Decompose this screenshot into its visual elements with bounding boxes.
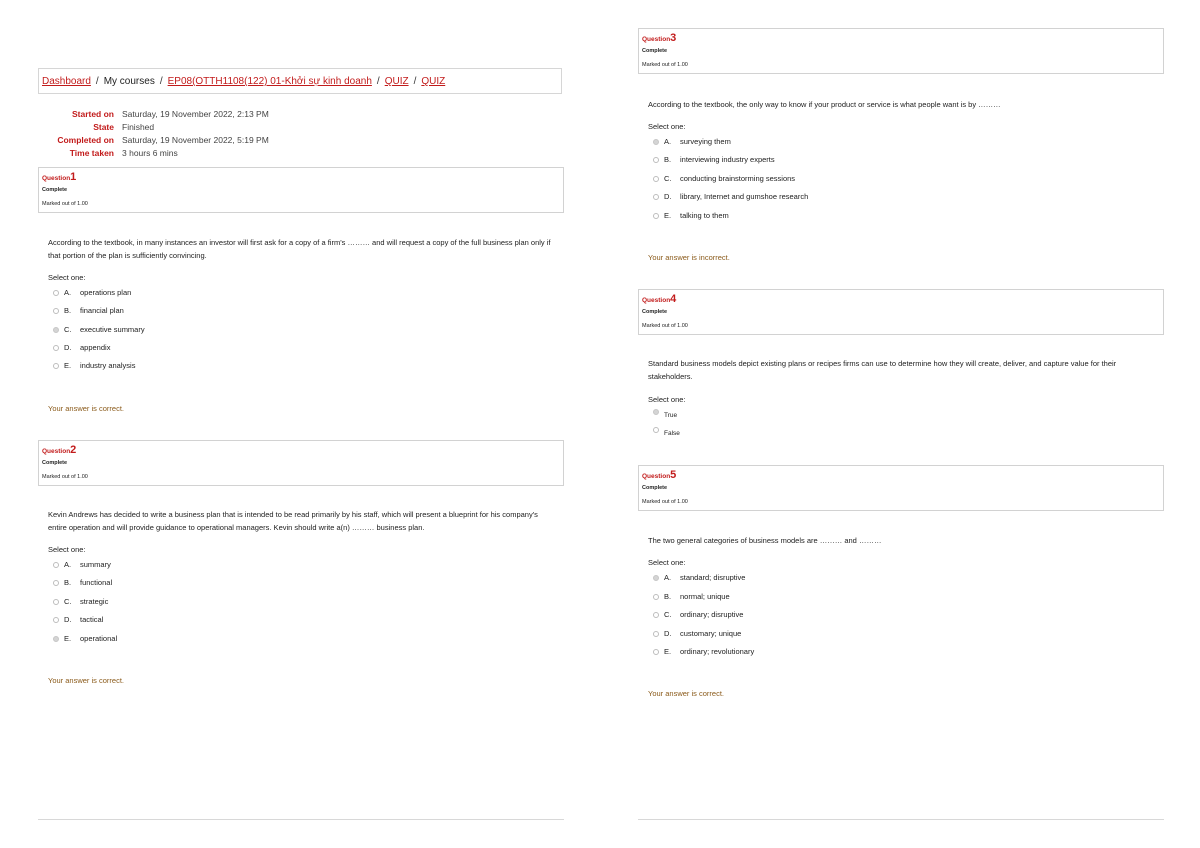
question-1-feedback: Your answer is correct.	[48, 404, 125, 413]
option-letter: C.	[664, 610, 672, 619]
option-letter: E.	[664, 647, 672, 656]
question-1-option-d[interactable]	[53, 342, 110, 354]
question-2-option-a[interactable]	[53, 559, 111, 571]
radio-icon[interactable]	[53, 562, 59, 568]
option-text: functional	[80, 578, 113, 587]
question-5-text: The two general categories of business models are ……… and ………	[648, 536, 882, 545]
question-1-option-e[interactable]	[53, 360, 135, 372]
option-letter: B.	[64, 306, 72, 315]
summary-row-time-taken	[38, 147, 269, 160]
question-title	[642, 32, 676, 44]
breadcrumb-quiz-link[interactable]: QUIZ	[384, 76, 409, 87]
option-text: industry analysis	[80, 361, 136, 370]
question-prefix: Question	[42, 175, 71, 182]
option-letter: A.	[64, 560, 72, 569]
radio-checked-icon[interactable]	[653, 575, 659, 581]
question-number: 5	[670, 469, 677, 481]
option-text: standard; disruptive	[680, 573, 746, 582]
option-letter: B.	[664, 155, 672, 164]
option-text: surveying them	[680, 137, 731, 146]
option-letter: A.	[64, 288, 72, 297]
breadcrumb-separator: /	[376, 76, 380, 87]
question-5-option-d[interactable]	[653, 628, 741, 640]
question-state: Complete	[42, 187, 68, 193]
question-3-option-c[interactable]	[653, 173, 795, 185]
question-5-option-b[interactable]	[653, 591, 730, 603]
option-letter: C.	[64, 597, 72, 606]
radio-icon[interactable]	[653, 427, 659, 433]
option-letter: E.	[664, 211, 672, 220]
question-5-option-a[interactable]	[653, 572, 745, 584]
question-3-text: According to the textbook, the only way to know if your product or service is what people want is by ………	[648, 100, 1001, 109]
question-title	[642, 293, 676, 305]
option-letter: B.	[64, 578, 72, 587]
breadcrumb-separator: /	[159, 76, 163, 87]
summary-value: Saturday, 19 November 2022, 5:19 PM	[122, 135, 269, 145]
question-number: 1	[70, 171, 77, 183]
radio-icon[interactable]	[653, 213, 659, 219]
summary-value: Finished	[122, 122, 155, 132]
question-number: 3	[670, 32, 677, 44]
option-text: tactical	[80, 615, 104, 624]
question-mark: Marked out of 1.00	[42, 201, 88, 207]
question-5-feedback: Your answer is correct.	[648, 689, 725, 698]
option-text: interviewing industry experts	[680, 155, 775, 164]
question-5-option-c[interactable]	[653, 609, 743, 621]
option-letter: E.	[64, 634, 72, 643]
question-3-feedback: Your answer is incorrect.	[648, 253, 730, 262]
question-2-option-e[interactable]	[53, 633, 117, 645]
page-right	[638, 0, 1164, 848]
option-letter: A.	[664, 137, 672, 146]
option-text: ordinary; revolutionary	[680, 647, 755, 656]
question-5-option-e[interactable]	[653, 646, 754, 658]
question-prefix: Question	[642, 297, 671, 304]
summary-row-started	[38, 108, 269, 121]
question-5-info	[638, 465, 1164, 511]
option-text: conducting brainstorming sessions	[680, 174, 796, 183]
option-letter: B.	[664, 592, 672, 601]
breadcrumb-dashboard-link[interactable]: Dashboard	[42, 76, 91, 87]
question-2-text: Kevin Andrews has decided to write a business plan that is intended to be read primarily by his staff, which will present a blueprint for his company's entire operation and will provide guidance to operational managers. Kevin should write a(n) ……… business plan.	[48, 510, 538, 532]
question-1-option-a[interactable]	[53, 287, 131, 299]
option-letter: C.	[664, 174, 672, 183]
option-text: talking to them	[680, 211, 729, 220]
option-letter: D.	[664, 192, 672, 201]
question-1-option-c[interactable]	[53, 324, 145, 336]
option-text: financial plan	[80, 306, 124, 315]
option-text: True	[664, 412, 678, 419]
option-text: operational	[80, 634, 118, 643]
question-mark: Marked out of 1.00	[642, 323, 688, 329]
radio-checked-icon[interactable]	[653, 409, 659, 415]
question-prefix: Question	[642, 36, 671, 43]
question-state: Complete	[642, 309, 668, 315]
option-letter: D.	[64, 615, 72, 624]
question-title	[42, 171, 76, 183]
select-one-label: Select one:	[648, 558, 686, 567]
question-state: Complete	[642, 485, 668, 491]
radio-icon[interactable]	[653, 612, 659, 618]
radio-icon[interactable]	[53, 363, 59, 369]
radio-icon[interactable]	[53, 345, 59, 351]
question-4-text: Standard business models depict existing plans or recipes firms can use to determine how they will create, deliver, and capture value for their stakeholders.	[648, 359, 1117, 381]
option-text: strategic	[80, 597, 109, 606]
summary-label: State	[93, 122, 114, 132]
question-number: 2	[70, 444, 77, 456]
breadcrumb	[38, 68, 562, 94]
option-letter: D.	[664, 629, 672, 638]
question-prefix: Question	[42, 448, 71, 455]
attempt-summary	[38, 108, 269, 160]
breadcrumb-quiz-link[interactable]: QUIZ	[421, 76, 446, 87]
question-3-info	[638, 28, 1164, 74]
question-1-text: According to the textbook, in many instances an investor will first ask for a copy of a firm's ……… and will request a copy of the full business plan only if that portion of the plan is sufficiently convincing.	[48, 238, 551, 260]
radio-checked-icon[interactable]	[653, 139, 659, 145]
breadcrumb-course-link[interactable]: EP08(OTTH1108(122) 01-Khởi sự kinh doanh	[167, 76, 372, 87]
question-1-option-b[interactable]	[53, 305, 124, 317]
option-letter: E.	[64, 361, 72, 370]
radio-checked-icon[interactable]	[53, 327, 59, 333]
question-2-option-c[interactable]	[53, 596, 108, 608]
question-2-option-b[interactable]	[53, 577, 112, 589]
radio-icon[interactable]	[53, 617, 59, 623]
radio-icon[interactable]	[653, 176, 659, 182]
radio-icon[interactable]	[53, 290, 59, 296]
option-letter: C.	[64, 325, 72, 334]
page-left	[38, 0, 564, 848]
question-2-info	[38, 440, 564, 486]
question-4-option-false[interactable]	[653, 428, 680, 440]
select-one-label: Select one:	[48, 273, 86, 282]
question-state: Complete	[42, 460, 68, 466]
option-text: summary	[80, 560, 111, 569]
summary-label: Started on	[71, 109, 114, 119]
question-4-option-true[interactable]	[653, 410, 677, 422]
question-state: Complete	[642, 48, 668, 54]
option-text: appendix	[80, 343, 111, 352]
option-text: False	[664, 430, 680, 437]
question-3-option-a[interactable]	[653, 136, 731, 148]
summary-row-state	[38, 121, 269, 134]
question-3-option-b[interactable]	[653, 154, 775, 166]
select-one-label: Select one:	[648, 395, 686, 404]
radio-icon[interactable]	[53, 580, 59, 586]
radio-icon[interactable]	[653, 194, 659, 200]
question-number: 4	[670, 293, 677, 305]
radio-icon[interactable]	[53, 308, 59, 314]
select-one-label: Select one:	[48, 545, 86, 554]
option-text: operations plan	[80, 288, 132, 297]
option-text: ordinary; disruptive	[680, 610, 744, 619]
summary-row-completed	[38, 134, 269, 147]
summary-value: 3 hours 6 mins	[122, 148, 178, 158]
radio-icon[interactable]	[53, 599, 59, 605]
breadcrumb-separator: /	[95, 76, 99, 87]
radio-icon[interactable]	[653, 649, 659, 655]
page-divider	[38, 819, 564, 820]
summary-label: Completed on	[57, 135, 114, 145]
summary-value: Saturday, 19 November 2022, 2:13 PM	[122, 109, 269, 119]
page-divider	[638, 819, 1164, 820]
question-mark: Marked out of 1.00	[642, 62, 688, 68]
question-mark: Marked out of 1.00	[642, 499, 688, 505]
breadcrumb-separator: /	[413, 76, 417, 87]
question-4-info	[638, 289, 1164, 335]
summary-label: Time taken	[69, 148, 114, 158]
question-mark: Marked out of 1.00	[42, 474, 88, 480]
option-text: library, Internet and gumshoe research	[680, 192, 809, 201]
option-letter: D.	[64, 343, 72, 352]
radio-icon[interactable]	[653, 631, 659, 637]
question-3-option-d[interactable]	[653, 191, 808, 203]
radio-icon[interactable]	[653, 157, 659, 163]
option-text: customary; unique	[680, 629, 742, 638]
question-prefix: Question	[642, 473, 671, 480]
question-title	[42, 444, 76, 456]
question-2-option-d[interactable]	[53, 614, 103, 626]
radio-icon[interactable]	[653, 594, 659, 600]
question-title	[642, 469, 676, 481]
question-1-info	[38, 167, 564, 213]
question-2-feedback: Your answer is correct.	[48, 676, 125, 685]
radio-checked-icon[interactable]	[53, 636, 59, 642]
breadcrumb-my-courses: My courses	[103, 76, 155, 87]
select-one-label: Select one:	[648, 122, 686, 131]
option-text: normal; unique	[680, 592, 730, 601]
question-3-option-e[interactable]	[653, 210, 729, 222]
option-text: executive summary	[80, 325, 145, 334]
option-letter: A.	[664, 573, 672, 582]
